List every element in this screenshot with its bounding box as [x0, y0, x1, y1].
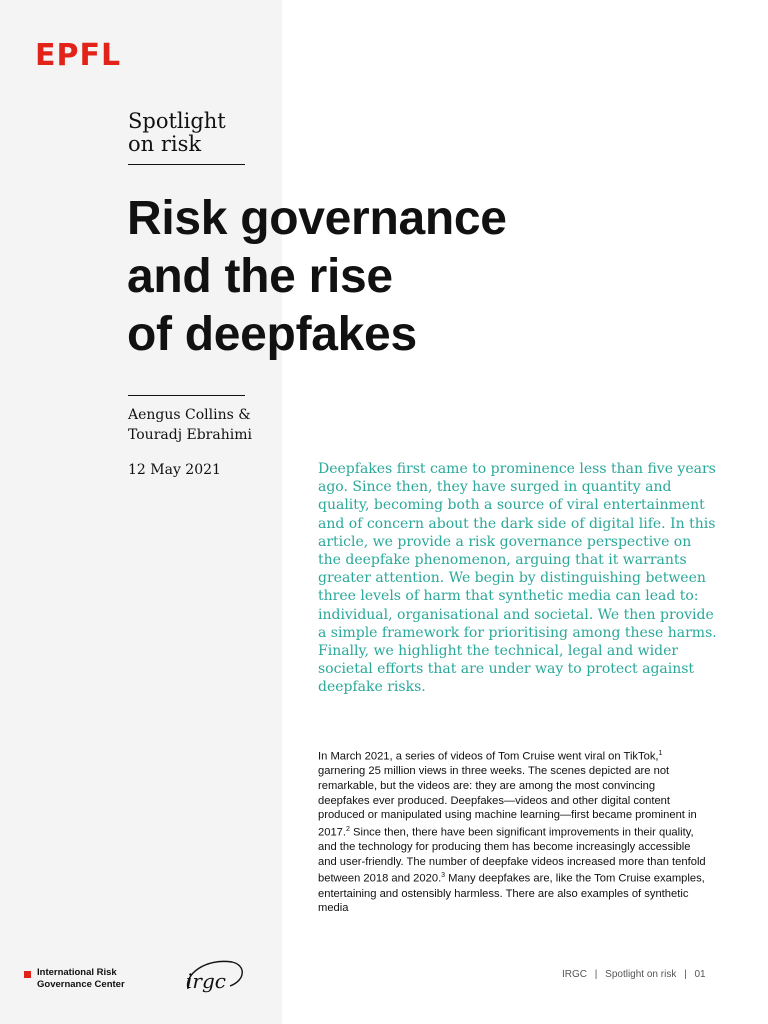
- footnote-ref-3[interactable]: 3: [441, 872, 446, 880]
- series-label: [128, 110, 226, 156]
- footnote-ref-1[interactable]: 1: [658, 750, 663, 757]
- footer-org: [24, 967, 137, 991]
- series-label-line2: on risk: [128, 132, 202, 156]
- body-text-3: Since then, there have been significant improvements in their quality, and the technology for producing them has become increasingly accessible and user-friendly. The number of deepfake videos increased more than tenfold between 2018 and 2020.: [318, 826, 706, 885]
- org-name-line2: Governance Center: [37, 979, 125, 990]
- page-number: 01: [694, 969, 706, 980]
- org-name: [37, 967, 137, 991]
- author-line2: Touradj Ebrahimi: [128, 427, 252, 443]
- body-text-2: garnering 25 million views in three weeks. The scenes depicted are not remarkable, but the videos are: they are among the most convincing deepfakes ever produced. Deepfakes—videos and other digital content produced or manipulated using machine learning—first became prominent in 2017.: [318, 765, 697, 839]
- footer-org-short: IRGC: [562, 969, 587, 980]
- body-text-4: Many deepfakes are, like the Tom Cruise examples, entertaining and ostensibly harmless. There are also examples of synthetic media: [318, 872, 705, 915]
- authors: [128, 405, 252, 445]
- irgc-logo: [180, 956, 250, 998]
- footer-separator: |: [594, 969, 598, 980]
- title-line2: and the rise: [127, 250, 393, 303]
- footnote-ref-2[interactable]: 2: [346, 825, 350, 833]
- org-name-line1: International Risk: [37, 967, 117, 978]
- footer-separator: |: [684, 969, 687, 980]
- page-footer: [562, 969, 706, 980]
- body-text-1: In March 2021, a series of videos of Tom Cruise went viral on TikTok,: [318, 750, 659, 763]
- title-line3: of deepfakes: [127, 308, 417, 361]
- title-line1: Risk governance: [127, 192, 507, 245]
- article-title: [127, 190, 647, 364]
- series-divider: [128, 164, 245, 165]
- title-divider: [128, 395, 245, 396]
- epfl-logo: EPFL: [35, 38, 122, 73]
- body-paragraph: [318, 747, 708, 916]
- publication-date: 12 May 2021: [128, 462, 221, 478]
- irgc-logo-text: irgc: [186, 969, 226, 993]
- footer-series: Spotlight on risk: [605, 969, 677, 980]
- abstract: Deepfakes first came to prominence less than five years ago. Since then, they have surged in quantity and quality, becoming both a source of viral entertainment and of concern about the dark side of digital life. In this article, we provide a risk governance perspective on the deepfake phenomenon, arguing that it warrants greater attention. We begin by distinguishing between three levels of harm that synthetic media can lead to: individual, organisational and societal. We then provide a simple framework for prioritising among these harms. Finally, we highlight the technical, legal and wider societal efforts that are under way to protect against deepfake risks.: [318, 461, 717, 696]
- series-label-line1: Spotlight: [128, 109, 226, 133]
- red-square-icon: [24, 971, 31, 978]
- author-line1: Aengus Collins &: [128, 407, 251, 423]
